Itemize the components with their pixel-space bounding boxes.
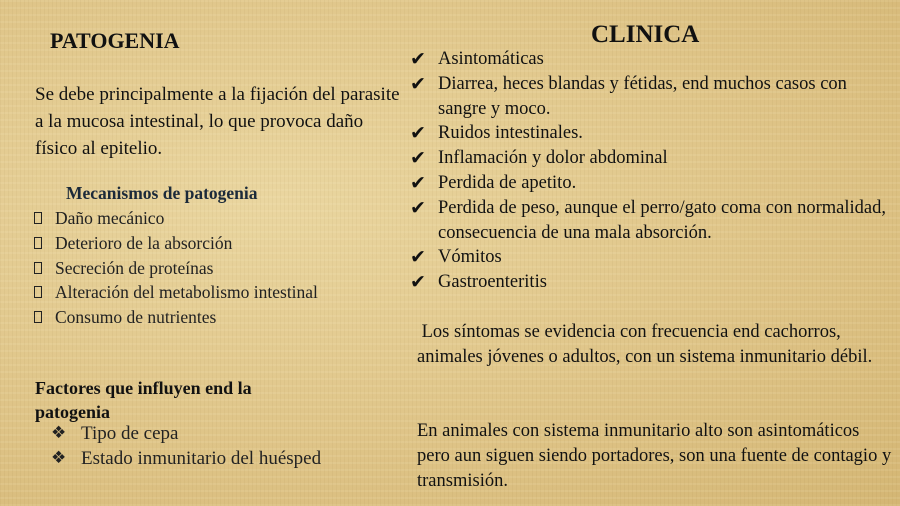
square-outline-icon bbox=[34, 237, 42, 249]
list-item: ✔ Perdida de peso, aunque el perro/gato coma con normalidad, consecuencia de una mala absorción. bbox=[410, 196, 886, 243]
list-item: Daño mecánico bbox=[34, 206, 324, 231]
diamond-cross-icon: ❖ bbox=[51, 423, 67, 443]
list-item: ✔ Asintomáticas bbox=[410, 48, 544, 70]
list-item: ✔ Ruidos intestinales. bbox=[410, 122, 583, 145]
patogenia-title: PATOGENIA bbox=[50, 28, 180, 53]
list-item: Secreción de proteínas bbox=[34, 256, 324, 281]
square-outline-icon bbox=[34, 262, 42, 274]
square-outline-icon bbox=[34, 311, 42, 323]
checkmark-icon: ✔ bbox=[410, 48, 426, 70]
checkmark-icon: ✔ bbox=[410, 72, 426, 95]
mechanisms-list bbox=[34, 206, 324, 330]
square-outline-icon bbox=[34, 286, 42, 298]
list-item: ✔ Inflamación y dolor abdominal bbox=[410, 147, 668, 170]
diamond-cross-icon: ❖ bbox=[51, 448, 67, 468]
checkmark-icon: ✔ bbox=[410, 171, 426, 194]
checkmark-icon: ✔ bbox=[410, 147, 426, 170]
checkmark-icon: ✔ bbox=[410, 196, 426, 219]
symptoms-paragraph: Los síntomas se evidencia con frecuencia end cachorros, animales jóvenes o adultos, con un sistema inmunitario débil. bbox=[417, 322, 873, 367]
list-item: ✔ Vómitos bbox=[410, 246, 502, 269]
list-item: ✔ Gastroenteritis bbox=[410, 271, 547, 294]
checkmark-icon: ✔ bbox=[410, 271, 426, 294]
list-item: Consumo de nutrientes bbox=[34, 305, 324, 330]
list-item: ❖ Tipo de cepa bbox=[51, 423, 179, 444]
checkmark-icon: ✔ bbox=[410, 122, 426, 145]
clinica-title: CLINICA bbox=[591, 21, 700, 48]
symptoms-list bbox=[410, 47, 898, 295]
list-item: ❖ Estado inmunitario del huésped bbox=[51, 448, 322, 469]
list-item: Alteración del metabolismo intestinal bbox=[34, 280, 324, 305]
factors-list bbox=[51, 421, 371, 471]
square-outline-icon bbox=[34, 212, 42, 224]
patogenia-intro: Se debe principalmente a la fijación del parasite a la mucosa intestinal, lo que provoca daño físico al epitelio. bbox=[35, 84, 400, 159]
carriers-paragraph: En animales con sistema inmunitario alto son asintomáticos pero aun siguen siendo portadores, son una fuente de contagio y transmisión. bbox=[417, 421, 892, 491]
factors-heading: Factores que influyen end la patogenia bbox=[35, 378, 252, 422]
checkmark-icon: ✔ bbox=[410, 246, 426, 269]
list-item: ✔ Perdida de apetito. bbox=[410, 171, 577, 194]
mechanisms-heading: Mecanismos de patogenia bbox=[66, 183, 258, 203]
list-item: ✔ Diarrea, heces blandas y fétidas, end muchos casos con sangre y moco. bbox=[410, 72, 847, 119]
list-item: Deterioro de la absorción bbox=[34, 231, 324, 256]
